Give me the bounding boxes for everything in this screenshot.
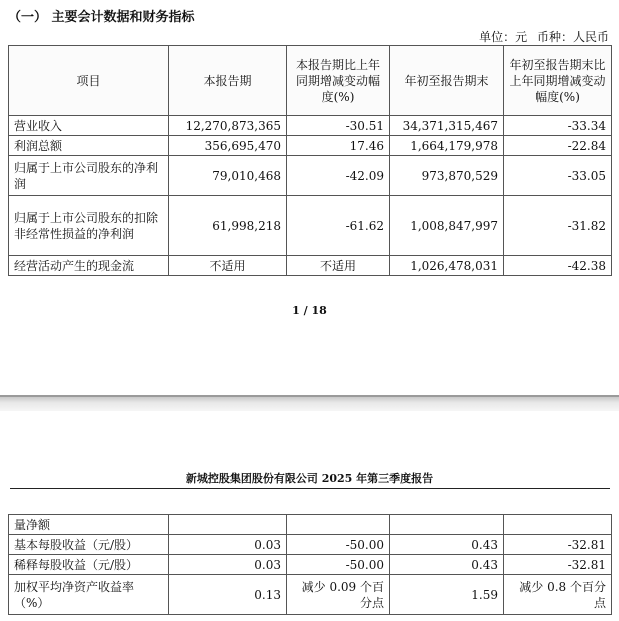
cell-ytd-change: -33.05: [504, 156, 612, 196]
cell-ytd: 0.43: [390, 555, 504, 575]
unit-line: [473, 28, 609, 45]
page-gap: [0, 397, 619, 411]
row-label: 加权平均净资产收益率（%）: [9, 575, 169, 615]
cell-ytd: 973,870,529: [390, 156, 504, 196]
table-row: [9, 535, 612, 555]
cell-ytd: 1,664,179,978: [390, 136, 504, 156]
cell-current-change: -30.51: [287, 116, 390, 136]
cell-current-change: -50.00: [287, 555, 390, 575]
table-row: [9, 116, 612, 136]
table-row: [9, 575, 612, 615]
cell-current-period: 0.13: [169, 575, 287, 615]
cell-ytd-change: -22.84: [504, 136, 612, 156]
cell-ytd-change: -42.38: [504, 256, 612, 276]
table-header-row: [9, 46, 612, 116]
row-label: 基本每股收益（元/股）: [9, 535, 169, 555]
currency-label: 币种：人民币: [536, 30, 609, 44]
table-row: [9, 156, 612, 196]
cell-current-period: 0.03: [169, 555, 287, 575]
row-label: 经营活动产生的现金流: [9, 256, 169, 276]
cell-ytd: [390, 515, 504, 535]
cell-ytd: 0.43: [390, 535, 504, 555]
cell-current-change: 减少 0.09 个百分点: [287, 575, 390, 615]
cell-current-change: -61.62: [287, 196, 390, 256]
cell-ytd: 1.59: [390, 575, 504, 615]
cell-current-change: 17.46: [287, 136, 390, 156]
table-row: [9, 515, 612, 535]
cell-ytd-change: -31.82: [504, 196, 612, 256]
cell-ytd-change: -33.34: [504, 116, 612, 136]
row-label: 量净额: [9, 515, 169, 535]
financial-indicators-table: [8, 45, 612, 276]
cell-current-change: 不适用: [287, 256, 390, 276]
unit-label: 单位：元: [479, 30, 528, 44]
col-header-item: 项目: [9, 46, 169, 116]
page-number: 1 / 18: [292, 304, 327, 317]
cell-current-period: 356,695,470: [169, 136, 287, 156]
col-header-ytd: 年初至报告期末: [390, 46, 504, 116]
cell-current-period: [169, 515, 287, 535]
cell-current-period: 12,270,873,365: [169, 116, 287, 136]
col-header-ytd-change: 年初至报告期末比上年同期增减变动幅度(%): [504, 46, 612, 116]
table-row: [9, 256, 612, 276]
cell-ytd-change: -32.81: [504, 555, 612, 575]
table-row: [9, 136, 612, 156]
cell-current-period: 不适用: [169, 256, 287, 276]
cell-ytd: 34,371,315,467: [390, 116, 504, 136]
cell-current-period: 79,010,468: [169, 156, 287, 196]
row-label: 稀释每股收益（元/股）: [9, 555, 169, 575]
row-label: 利润总额: [9, 136, 169, 156]
row-label: 归属于上市公司股东的净利润: [9, 156, 169, 196]
cell-ytd-change: [504, 515, 612, 535]
cell-ytd-change: -32.81: [504, 535, 612, 555]
cell-current-period: 61,998,218: [169, 196, 287, 256]
cell-current-period: 0.03: [169, 535, 287, 555]
cell-ytd: 1,008,847,997: [390, 196, 504, 256]
cell-current-change: [287, 515, 390, 535]
header-rule: [10, 488, 610, 489]
table-row: [9, 196, 612, 256]
per-share-table: [8, 514, 612, 615]
col-header-current-change: 本报告期比上年同期增减变动幅度(%): [287, 46, 390, 116]
row-label: 营业收入: [9, 116, 169, 136]
table-row: [9, 555, 612, 575]
section-title: （一） 主要会计数据和财务指标: [8, 10, 195, 25]
report-header: 新城控股集团股份有限公司 2025 年第三季度报告: [185, 472, 434, 485]
row-label: 归属于上市公司股东的扣除非经常性损益的净利润: [9, 196, 169, 256]
cell-ytd: 1,026,478,031: [390, 256, 504, 276]
cell-current-change: -42.09: [287, 156, 390, 196]
cell-current-change: -50.00: [287, 535, 390, 555]
col-header-current-period: 本报告期: [169, 46, 287, 116]
cell-ytd-change: 减少 0.8 个百分点: [504, 575, 612, 615]
